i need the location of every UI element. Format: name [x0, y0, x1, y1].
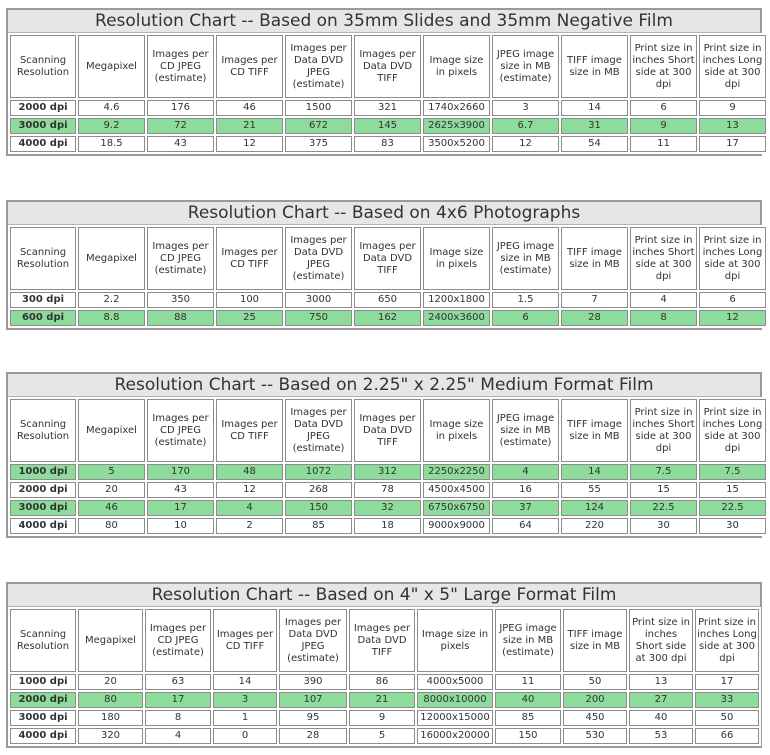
resolution-cell: 2000 dpi: [10, 100, 76, 116]
table-cell: 28: [279, 728, 347, 744]
resolution-cell: 4000 dpi: [10, 728, 76, 744]
chart-title: Resolution Chart -- Based on 4" x 5" Large Format Film: [8, 584, 760, 607]
table-cell: 100: [216, 292, 283, 308]
resolution-cell: 300 dpi: [10, 292, 76, 308]
table-cell: 86: [349, 674, 415, 690]
resolution-cell: 4000 dpi: [10, 518, 76, 534]
megapixel-cell: 4.6: [78, 100, 145, 116]
header-cell: Scanning Resolution: [10, 227, 76, 290]
table-cell: 21: [349, 692, 415, 708]
table-row-highlighted: [10, 464, 766, 480]
resolution-cell: 600 dpi: [10, 310, 76, 326]
table-row: [10, 482, 766, 498]
resolution-chart-medium-format: [6, 372, 762, 538]
header-cell: Megapixel: [78, 227, 145, 290]
table-cell: 312: [354, 464, 421, 480]
chart-title: Resolution Chart -- Based on 4x6 Photographs: [8, 202, 760, 225]
header-cell: Images per Data DVD JPEG (estimate): [285, 399, 352, 462]
table-cell: 17: [145, 692, 211, 708]
table-cell: 170: [147, 464, 214, 480]
header-cell: Print size in inches Short side at 300 dpi: [630, 399, 697, 462]
header-cell: Images per CD TIFF: [216, 227, 283, 290]
header-cell: TIFF image size in MB: [563, 609, 627, 672]
table-cell: 63: [145, 674, 211, 690]
table-cell: 15: [630, 482, 697, 498]
header-cell: Megapixel: [78, 35, 145, 98]
megapixel-cell: 18.5: [78, 136, 145, 152]
header-cell: Print size in inches Long side at 300 dpi: [699, 227, 766, 290]
table-cell: 5: [349, 728, 415, 744]
resolution-cell: 2000 dpi: [10, 692, 76, 708]
table-cell: 10: [147, 518, 214, 534]
header-cell: TIFF image size in MB: [561, 399, 628, 462]
header-cell: Scanning Resolution: [10, 609, 76, 672]
header-cell: TIFF image size in MB: [561, 227, 628, 290]
table-cell: 88: [147, 310, 214, 326]
table-cell: 12: [492, 136, 559, 152]
resolution-cell: 4000 dpi: [10, 136, 76, 152]
table-cell: 11: [630, 136, 697, 152]
megapixel-cell: 320: [78, 728, 143, 744]
header-cell: Images per Data DVD TIFF: [354, 35, 421, 98]
pixel-size-cell: 9000x9000: [423, 518, 490, 534]
header-cell: Images per CD TIFF: [213, 609, 277, 672]
header-cell: Megapixel: [78, 399, 145, 462]
table-cell: 78: [354, 482, 421, 498]
table-cell: 12: [699, 310, 766, 326]
table-row: [10, 518, 766, 534]
header-row: [10, 35, 766, 98]
resolution-table: [8, 33, 768, 154]
table-cell: 176: [147, 100, 214, 116]
table-cell: 6: [699, 292, 766, 308]
table-cell: 66: [695, 728, 759, 744]
table-cell: 150: [495, 728, 561, 744]
pixel-size-cell: 6750x6750: [423, 500, 490, 516]
table-row: [10, 100, 766, 116]
header-row: [10, 227, 766, 290]
megapixel-cell: 5: [78, 464, 145, 480]
pixel-size-cell: 2400x3600: [423, 310, 490, 326]
table-cell: 1.5: [492, 292, 559, 308]
header-cell: Images per CD JPEG (estimate): [147, 35, 214, 98]
header-cell: Scanning Resolution: [10, 35, 76, 98]
resolution-cell: 2000 dpi: [10, 482, 76, 498]
megapixel-cell: 20: [78, 482, 145, 498]
table-cell: 12: [216, 136, 283, 152]
resolution-cell: 3000 dpi: [10, 118, 76, 134]
header-cell: Images per CD TIFF: [216, 399, 283, 462]
resolution-cell: 3000 dpi: [10, 710, 76, 726]
table-cell: 150: [285, 500, 352, 516]
resolution-chart-35mm: [6, 8, 762, 156]
table-cell: 17: [695, 674, 759, 690]
table-cell: 46: [216, 100, 283, 116]
table-row-highlighted: [10, 310, 766, 326]
table-cell: 18: [354, 518, 421, 534]
table-cell: 83: [354, 136, 421, 152]
resolution-cell: 1000 dpi: [10, 464, 76, 480]
pixel-size-cell: 1740x2660: [423, 100, 490, 116]
header-cell: Images per Data DVD TIFF: [349, 609, 415, 672]
table-cell: 28: [561, 310, 628, 326]
header-cell: Images per CD JPEG (estimate): [147, 399, 214, 462]
header-cell: Print size in inches Long side at 300 dpi: [695, 609, 759, 672]
pixel-size-cell: 8000x10000: [417, 692, 493, 708]
table-row: [10, 292, 766, 308]
table-cell: 95: [279, 710, 347, 726]
table-cell: 53: [629, 728, 693, 744]
table-cell: 4: [630, 292, 697, 308]
table-cell: 1500: [285, 100, 352, 116]
table-cell: 48: [216, 464, 283, 480]
table-cell: 31: [561, 118, 628, 134]
header-cell: Image size in pixels: [423, 35, 490, 98]
header-cell: Image size in pixels: [423, 399, 490, 462]
header-cell: Images per Data DVD TIFF: [354, 227, 421, 290]
chart-title: Resolution Chart -- Based on 2.25" x 2.25" Medium Format Film: [8, 374, 760, 397]
table-cell: 64: [492, 518, 559, 534]
table-cell: 750: [285, 310, 352, 326]
header-cell: TIFF image size in MB: [561, 35, 628, 98]
table-cell: 7: [561, 292, 628, 308]
table-cell: 3: [492, 100, 559, 116]
resolution-chart-4x6-photographs: [6, 200, 762, 330]
megapixel-cell: 20: [78, 674, 143, 690]
table-cell: 7.5: [630, 464, 697, 480]
header-cell: Images per Data DVD JPEG (estimate): [285, 35, 352, 98]
header-cell: JPEG image size in MB (estimate): [492, 399, 559, 462]
table-cell: 17: [699, 136, 766, 152]
resolution-table: [8, 397, 768, 536]
table-row: [10, 674, 759, 690]
pixel-size-cell: 2625x3900: [423, 118, 490, 134]
table-cell: 107: [279, 692, 347, 708]
table-cell: 1: [213, 710, 277, 726]
table-cell: 9: [699, 100, 766, 116]
header-cell: Image size in pixels: [423, 227, 490, 290]
megapixel-cell: 2.2: [78, 292, 145, 308]
table-cell: 43: [147, 136, 214, 152]
table-cell: 72: [147, 118, 214, 134]
megapixel-cell: 180: [78, 710, 143, 726]
table-cell: 650: [354, 292, 421, 308]
table-cell: 450: [563, 710, 627, 726]
table-cell: 85: [285, 518, 352, 534]
table-cell: 4: [216, 500, 283, 516]
table-cell: 13: [629, 674, 693, 690]
table-cell: 30: [699, 518, 766, 534]
header-cell: Image size in pixels: [417, 609, 493, 672]
table-cell: 6: [630, 100, 697, 116]
table-cell: 0: [213, 728, 277, 744]
header-row: [10, 399, 766, 462]
table-cell: 22.5: [630, 500, 697, 516]
header-cell: Print size in inches Short side at 300 dpi: [630, 227, 697, 290]
table-row: [10, 710, 759, 726]
header-cell: JPEG image size in MB (estimate): [495, 609, 561, 672]
table-cell: 321: [354, 100, 421, 116]
table-row-highlighted: [10, 118, 766, 134]
pixel-size-cell: 16000x20000: [417, 728, 493, 744]
pixel-size-cell: 12000x15000: [417, 710, 493, 726]
header-cell: Print size in inches Long side at 300 dpi: [699, 399, 766, 462]
table-cell: 21: [216, 118, 283, 134]
table-row: [10, 728, 759, 744]
table-cell: 40: [495, 692, 561, 708]
table-cell: 30: [630, 518, 697, 534]
header-cell: Images per CD JPEG (estimate): [145, 609, 211, 672]
table-cell: 268: [285, 482, 352, 498]
table-cell: 85: [495, 710, 561, 726]
table-cell: 25: [216, 310, 283, 326]
table-cell: 37: [492, 500, 559, 516]
table-cell: 14: [561, 100, 628, 116]
table-cell: 4: [492, 464, 559, 480]
pixel-size-cell: 1200x1800: [423, 292, 490, 308]
table-cell: 22.5: [699, 500, 766, 516]
table-cell: 2: [216, 518, 283, 534]
header-row: [10, 609, 759, 672]
table-cell: 6: [492, 310, 559, 326]
table-cell: 55: [561, 482, 628, 498]
header-cell: Images per CD TIFF: [216, 35, 283, 98]
table-row: [10, 136, 766, 152]
table-cell: 6.7: [492, 118, 559, 134]
table-row-highlighted: [10, 692, 759, 708]
megapixel-cell: 9.2: [78, 118, 145, 134]
table-row-highlighted: [10, 500, 766, 516]
resolution-chart-large-format: [6, 582, 762, 748]
table-cell: 16: [492, 482, 559, 498]
resolution-table: [8, 607, 761, 746]
table-cell: 50: [563, 674, 627, 690]
megapixel-cell: 80: [78, 518, 145, 534]
table-cell: 3000: [285, 292, 352, 308]
chart-title: Resolution Chart -- Based on 35mm Slides and 35mm Negative Film: [8, 10, 760, 33]
table-cell: 375: [285, 136, 352, 152]
table-cell: 43: [147, 482, 214, 498]
header-cell: Images per Data DVD JPEG (estimate): [279, 609, 347, 672]
header-cell: Print size in inches Short side at 300 dpi: [630, 35, 697, 98]
resolution-table: [8, 225, 768, 328]
table-cell: 672: [285, 118, 352, 134]
table-cell: 8: [630, 310, 697, 326]
table-cell: 200: [563, 692, 627, 708]
table-cell: 390: [279, 674, 347, 690]
header-cell: Print size in inches Long side at 300 dpi: [699, 35, 766, 98]
table-cell: 9: [349, 710, 415, 726]
table-cell: 1072: [285, 464, 352, 480]
header-cell: Images per Data DVD TIFF: [354, 399, 421, 462]
megapixel-cell: 46: [78, 500, 145, 516]
pixel-size-cell: 4500x4500: [423, 482, 490, 498]
table-cell: 14: [561, 464, 628, 480]
header-cell: Images per Data DVD JPEG (estimate): [285, 227, 352, 290]
table-cell: 124: [561, 500, 628, 516]
table-cell: 350: [147, 292, 214, 308]
table-cell: 33: [695, 692, 759, 708]
table-cell: 3: [213, 692, 277, 708]
table-cell: 54: [561, 136, 628, 152]
table-cell: 14: [213, 674, 277, 690]
table-cell: 13: [699, 118, 766, 134]
table-cell: 4: [145, 728, 211, 744]
table-cell: 15: [699, 482, 766, 498]
table-cell: 9: [630, 118, 697, 134]
table-cell: 145: [354, 118, 421, 134]
pixel-size-cell: 2250x2250: [423, 464, 490, 480]
pixel-size-cell: 3500x5200: [423, 136, 490, 152]
table-cell: 50: [695, 710, 759, 726]
table-cell: 7.5: [699, 464, 766, 480]
table-cell: 220: [561, 518, 628, 534]
header-cell: Megapixel: [78, 609, 143, 672]
table-cell: 17: [147, 500, 214, 516]
header-cell: Scanning Resolution: [10, 399, 76, 462]
table-cell: 27: [629, 692, 693, 708]
header-cell: JPEG image size in MB (estimate): [492, 227, 559, 290]
table-cell: 8: [145, 710, 211, 726]
resolution-cell: 3000 dpi: [10, 500, 76, 516]
table-cell: 40: [629, 710, 693, 726]
header-cell: Print size in inches Short side at 300 dpi: [629, 609, 693, 672]
header-cell: Images per CD JPEG (estimate): [147, 227, 214, 290]
table-cell: 32: [354, 500, 421, 516]
table-cell: 530: [563, 728, 627, 744]
table-cell: 11: [495, 674, 561, 690]
table-cell: 12: [216, 482, 283, 498]
resolution-cell: 1000 dpi: [10, 674, 76, 690]
header-cell: JPEG image size in MB (estimate): [492, 35, 559, 98]
megapixel-cell: 8.8: [78, 310, 145, 326]
table-cell: 162: [354, 310, 421, 326]
pixel-size-cell: 4000x5000: [417, 674, 493, 690]
megapixel-cell: 80: [78, 692, 143, 708]
